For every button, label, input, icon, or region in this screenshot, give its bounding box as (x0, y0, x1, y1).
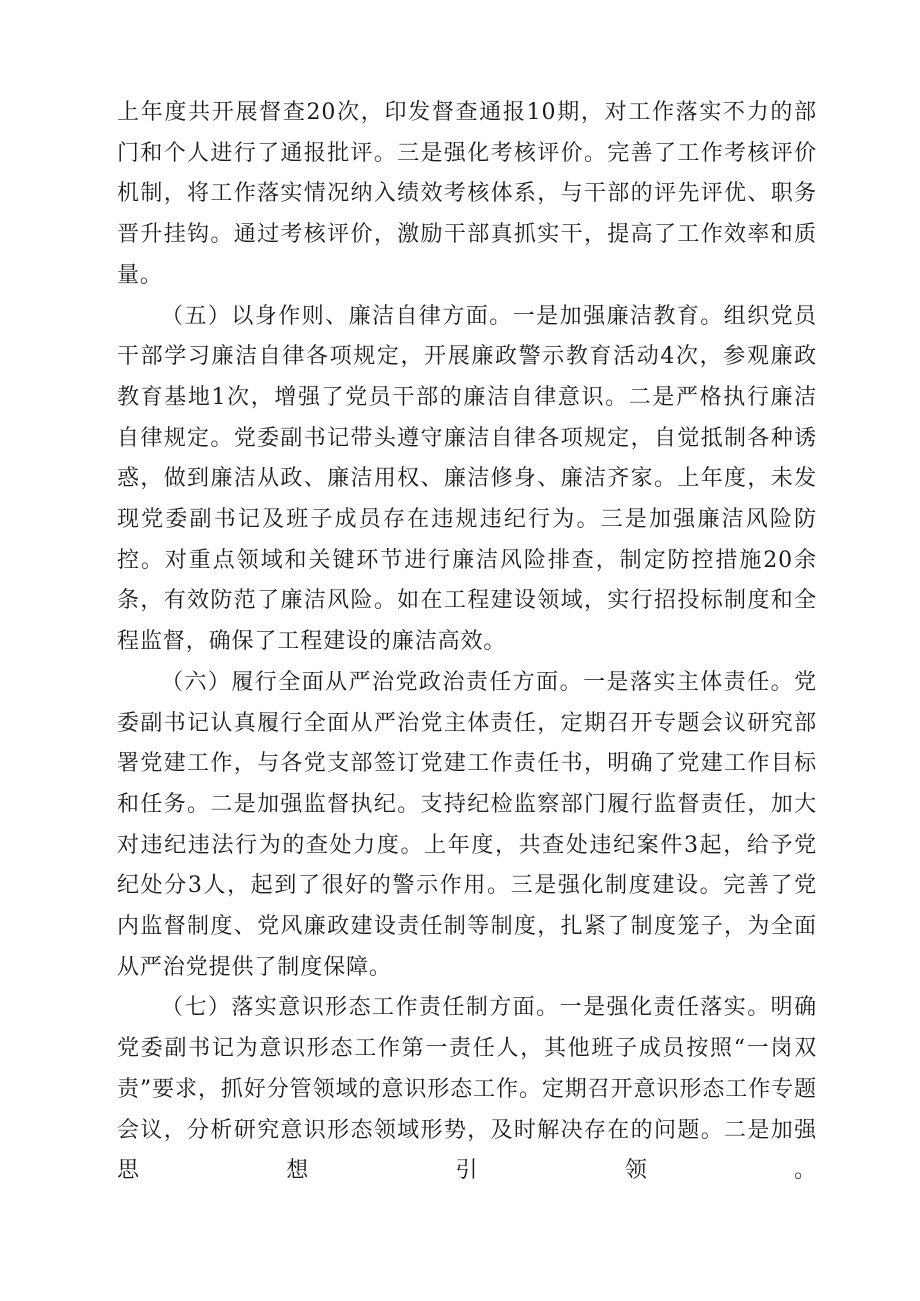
document-body (117, 93, 817, 1192)
paragraph-section-5: （五）以身作则、廉洁自律方面。一是加强廉洁教育。组织党员干部学习廉洁自律各项规定，开展廉政警示教育活动4次，参观廉政教育基地1次，增强了党员干部的廉洁自律意识。二是严格执行廉洁自律规定。党委副书记带头遵守廉洁自律各项规定，自觉抵制各种诱惑，做到廉洁从政、廉洁用权、廉洁修身、廉洁齐家。上年度，未发现党委副书记及班子成员存在违规违纪行为。三是加强廉洁风险防控。对重点领域和关键环节进行廉洁风险排查，制定防控措施20余条，有效防范了廉洁风险。如在工程建设领域，实行招投标制度和全程监督，确保了工程建设的廉洁高效。 (117, 303, 817, 655)
paragraph-continuation: 上年度共开展督查20次，印发督查通报10期，对工作落实不力的部门和个人进行了通报批评。三是强化考核评价。完善了工作考核评价机制，将工作落实情况纳入绩效考核体系，与干部的评先评优、职务晋升挂钩。通过考核评价，激励干部真抓实干，提高了工作效率和质量。 (117, 100, 817, 288)
paragraph-section-6: （六）履行全面从严治党政治责任方面。一是落实主体责任。党委副书记认真履行全面从严治党主体责任，定期召开专题会议研究部署党建工作，与各党支部签订党建工作责任书，明确了党建工作目标和任务。二是加强监督执纪。支持纪检监察部门履行监督责任，加大对违纪违法行为的查处力度。上年度，共查处违纪案件3起，给予党纪处分3人，起到了很好的警示作用。三是强化制度建设。完善了党内监督制度、党风廉政建设责任制等制度，扎紧了制度笼子，为全面从严治党提供了制度保障。 (117, 669, 817, 980)
paragraph-section-7: （七）落实意识形态工作责任制方面。一是强化责任落实。明确党委副书记为意识形态工作第一责任人，其他班子成员按照“一岗双责”要求，抓好分管领域的意识形态工作。定期召开意识形态工作专题会议，分析研究意识形态领域形势，及时解决存在的问题。二是加强思想引领。 (117, 995, 817, 1184)
